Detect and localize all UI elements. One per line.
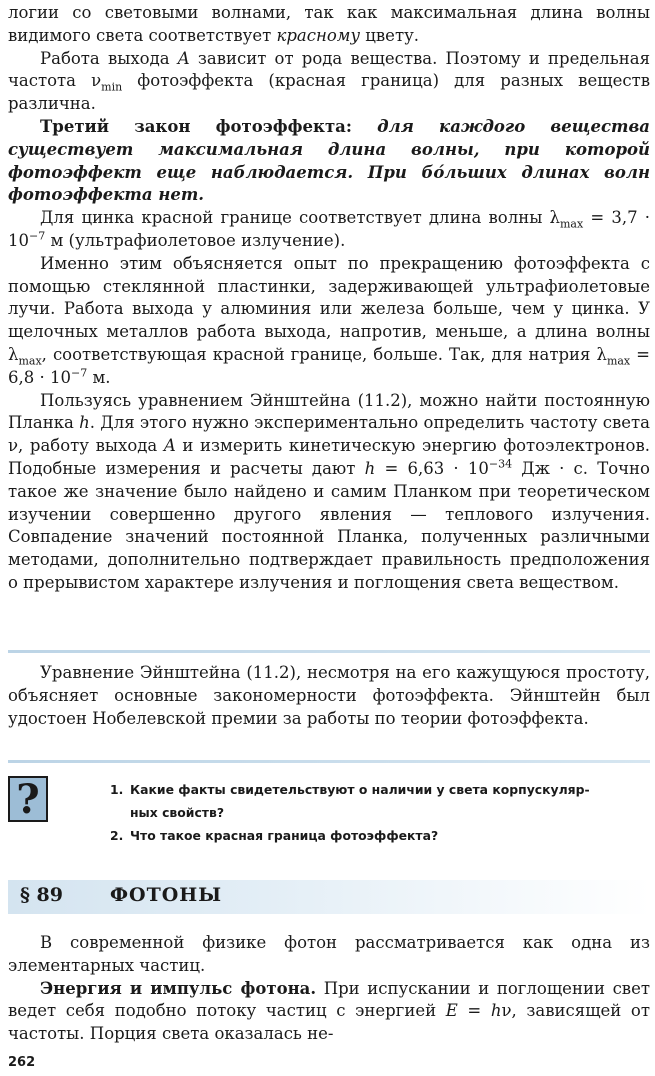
text-run: логии со световыми волнами, так как максимальная длина волны видимого света соответствует [8,3,650,45]
subscript: min [101,80,123,94]
subscript: max [559,217,584,231]
text-run: = 6,8 · 10 [8,344,650,387]
text-run: , соответствующая красной границе, больше. Так, для натрия λ [41,344,607,364]
text-run: ν, зависящей от частоты. Порция света оказалась не- [8,1001,650,1044]
question-1 [110,778,650,801]
symbol-E: E [445,1001,458,1021]
text-run: фотоэффекта (красная граница) для разных веществ различна. [8,71,650,114]
superscript: −34 [488,457,513,471]
law-statement: для каждого вещества существует максимальная длина волны, при которой фотоэффект еще наблюдается. При бо́льших длинах волн фотоэффекта нет. [8,116,650,205]
symbol-A: A [177,48,190,68]
text-run: = [457,1001,491,1021]
summary-top-rule [8,650,650,653]
paragraph-photon: В современной физике фотон рассматривается как одна из элементарных частиц. [8,933,650,975]
paragraph-glass-plate [8,253,650,390]
symbol-h: h [364,458,376,478]
question-text: Что такое красная граница фотоэффекта? [130,828,439,843]
text-run: м (ультрафиолетовое излучение). [45,230,346,250]
question-mark-icon [8,776,48,822]
text-run: м. [87,367,111,387]
paragraph-zinc [8,207,650,253]
subscript: max [606,354,631,368]
text-run: При испускании и поглощении свет ведет себя подобно потоку частиц с энергией [8,978,650,1021]
summary-block [8,662,650,730]
questions-top-rule [8,760,650,763]
paragraph-work-function [8,48,650,116]
text-run: Дж · с. Точно такое же значение было найдено и самим Планком при теоретическом изучении совершенно другого явления — теплового излучения. Совпадение значений постоянной Планка, полученных различными методами, дополнительно подтверждает правильность предположения о прерывистом характере излучения и поглощения света веществом. [8,458,650,592]
subscript: max [18,354,42,368]
text-run: цвету. [360,25,420,45]
law-heading: Третий закон фотоэффекта: [40,116,352,136]
section-header-band [8,880,650,914]
superscript: −7 [70,366,88,380]
text-run: Для цинка красной границе соответствует длина волны λ [40,208,560,228]
subsection-heading: Энергия и импульс фотона. [40,978,317,998]
question-text: ных свойств? [130,805,225,820]
symbol-A: A [163,436,176,456]
text-run: = 3,7 · 10 [8,208,651,250]
symbol-h: h [490,1001,502,1021]
question-number: 1. [110,782,124,797]
text-run: = 6,63 · 10 [375,458,489,478]
question-1-continued [110,801,650,824]
superscript: −7 [29,229,46,243]
section-number: § 89 [20,884,63,906]
text-run: Работа выхода [40,48,178,68]
page-number: 262 [8,1055,36,1070]
section-body [8,932,650,1046]
question-mark-glyph: ? [16,775,40,823]
paragraph-planck-constant [8,390,650,595]
main-text-column [8,2,650,595]
text-run: зависит от рода вещества. Поэтому и предельная частота ν [8,48,650,91]
paragraph-summary: Уравнение Эйнштейна (11.2), несмотря на его кажущуюся простоту, объясняет основные закономерности фотоэффекта. Эйнштейн был удостоен Нобелевской премии за работы по теории фотоэффекта. [8,663,650,728]
paragraph-intro [8,2,650,48]
question-text: Какие факты свидетельствуют о наличии у света корпускуляр- [130,782,590,797]
text-run: Именно этим объясняется опыт по прекращению фотоэффекта с помощью стеклянной пластинки, задерживающей ультрафиолетовые лучи. Работа выхода у алюминия или железа больше, чем у цинка. У щелочных металлов работа выхода, напротив, меньше, а длина волны λ [8,253,650,364]
section-title: ФОТОНЫ [110,884,223,906]
paragraph-third-law [8,116,650,207]
symbol-h: h [79,413,90,433]
text-run: Пользуясь уравнением Эйнштейна (11.2), можно найти постоянную Планка [8,390,650,433]
paragraph-photon-energy [8,978,650,1046]
italic-term: красному [276,25,361,45]
text-run: . Для этого нужно экспериментально определить частоту света ν, работу выхода [8,413,650,456]
question-number: 2. [110,828,124,843]
question-2 [110,824,650,847]
review-questions [110,778,650,847]
text-run: и измерить кинетическую энергию фотоэлектронов. Подобные измерения и расчеты дают [8,436,650,478]
